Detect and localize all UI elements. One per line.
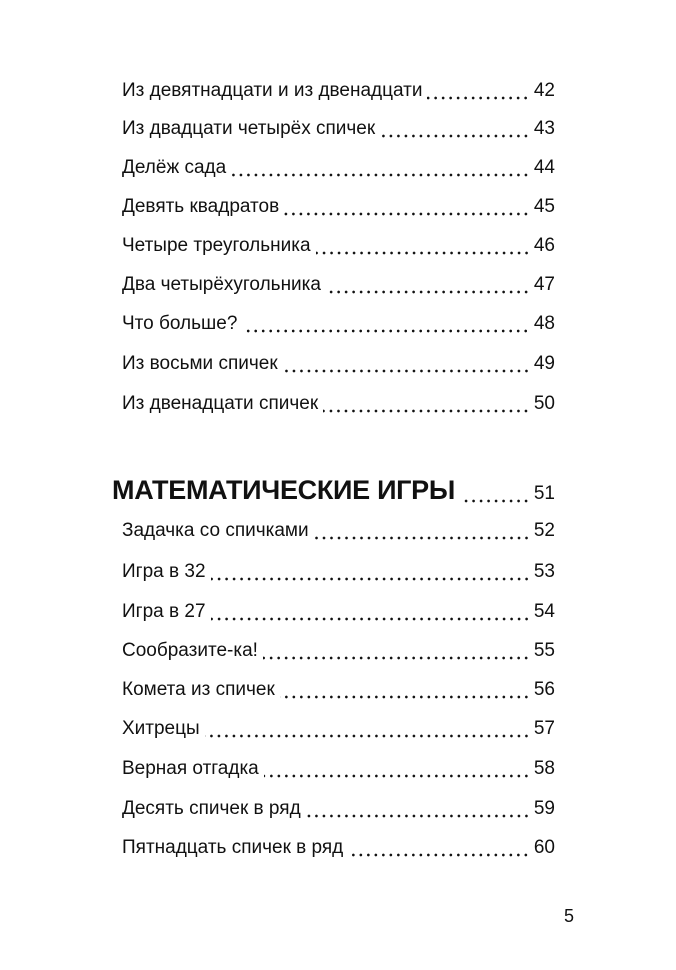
entry-page: 53: [533, 561, 555, 582]
toc-entry: [122, 235, 555, 261]
toc-entry: [122, 353, 555, 379]
dot-leader: [280, 695, 530, 699]
toc-entry: [122, 157, 555, 183]
entry-title: Два четырёхугольника: [122, 274, 321, 295]
entry-title: Пятнадцать спичек в ряд: [122, 837, 344, 858]
entry-page: 50: [533, 393, 555, 414]
toc-entry: [122, 601, 555, 627]
dot-leader: [211, 617, 530, 621]
entry-page: 46: [533, 235, 555, 256]
entry-page: 43: [533, 118, 555, 139]
entry-page: 44: [533, 157, 555, 178]
entry-title: Хитрецы: [122, 718, 200, 739]
entry-page: 57: [533, 718, 555, 739]
toc-entry: [122, 520, 555, 546]
dot-leader: [460, 499, 530, 503]
toc-entry: [122, 274, 555, 300]
toc-entry: [122, 561, 555, 587]
entry-title: Из девятнадцати и из двенадцати: [122, 80, 423, 101]
entry-title: Игра в 32: [122, 561, 206, 582]
dot-leader: [348, 853, 530, 857]
entry-page: 49: [533, 353, 555, 374]
entry-page: 47: [533, 274, 555, 295]
toc-entry: [122, 393, 555, 419]
dot-leader: [263, 656, 530, 660]
entry-page: 55: [533, 640, 555, 661]
dot-leader: [323, 409, 530, 413]
entry-page: 48: [533, 313, 555, 334]
dot-leader: [284, 212, 530, 216]
entry-title: Из двадцати четырёх спичек: [122, 118, 376, 139]
dot-leader: [211, 577, 530, 581]
dot-leader: [316, 251, 530, 255]
toc-entry: [122, 118, 555, 144]
toc-entry: [122, 718, 555, 744]
toc-entry: [122, 798, 555, 824]
entry-page: 59: [533, 798, 555, 819]
entry-title: Из восьми спичек: [122, 353, 278, 374]
toc-entry: [122, 837, 555, 863]
entry-title: Что больше?: [122, 313, 238, 334]
dot-leader: [314, 536, 530, 540]
dot-leader: [306, 814, 530, 818]
entry-title: МАТЕМАТИЧЕСКИЕ ИГРЫ: [112, 475, 456, 505]
dot-leader: [380, 134, 530, 138]
dot-leader: [283, 369, 530, 373]
dot-leader: [205, 734, 530, 738]
entry-page: 58: [533, 758, 555, 779]
entry-page: 60: [533, 837, 555, 858]
dot-leader: [427, 96, 529, 100]
entry-page: 51: [533, 483, 555, 504]
entry-title: Игра в 27: [122, 601, 206, 622]
dot-leader: [326, 290, 530, 294]
entry-title: Девять квадратов: [122, 196, 280, 217]
dot-leader: [231, 173, 530, 177]
section-heading: [112, 475, 555, 509]
page-number: 5: [564, 906, 575, 926]
entry-title: Верная отгадка: [122, 758, 259, 779]
dot-leader: [264, 774, 530, 778]
entry-page: 42: [533, 80, 555, 101]
dot-leader: [242, 329, 529, 333]
toc-entry: [122, 80, 555, 106]
entry-title: Сообразите-ка!: [122, 640, 258, 661]
toc-entry: [122, 758, 555, 784]
entry-title: Из двенадцати спичек: [122, 393, 319, 414]
entry-title: Делёж сада: [122, 157, 227, 178]
entry-page: 54: [533, 601, 555, 622]
entry-title: Десять спичек в ряд: [122, 798, 301, 819]
entry-title: Четыре треугольника: [122, 235, 311, 256]
entry-page: 56: [533, 679, 555, 700]
toc-entry: [122, 196, 555, 222]
entry-title: Комета из спичек: [122, 679, 275, 700]
entry-page: 45: [533, 196, 555, 217]
toc-entry: [122, 313, 555, 339]
toc-entry: [122, 640, 555, 666]
entry-title: Задачка со спичками: [122, 520, 309, 541]
toc-entry: [122, 679, 555, 705]
entry-page: 52: [533, 520, 555, 541]
